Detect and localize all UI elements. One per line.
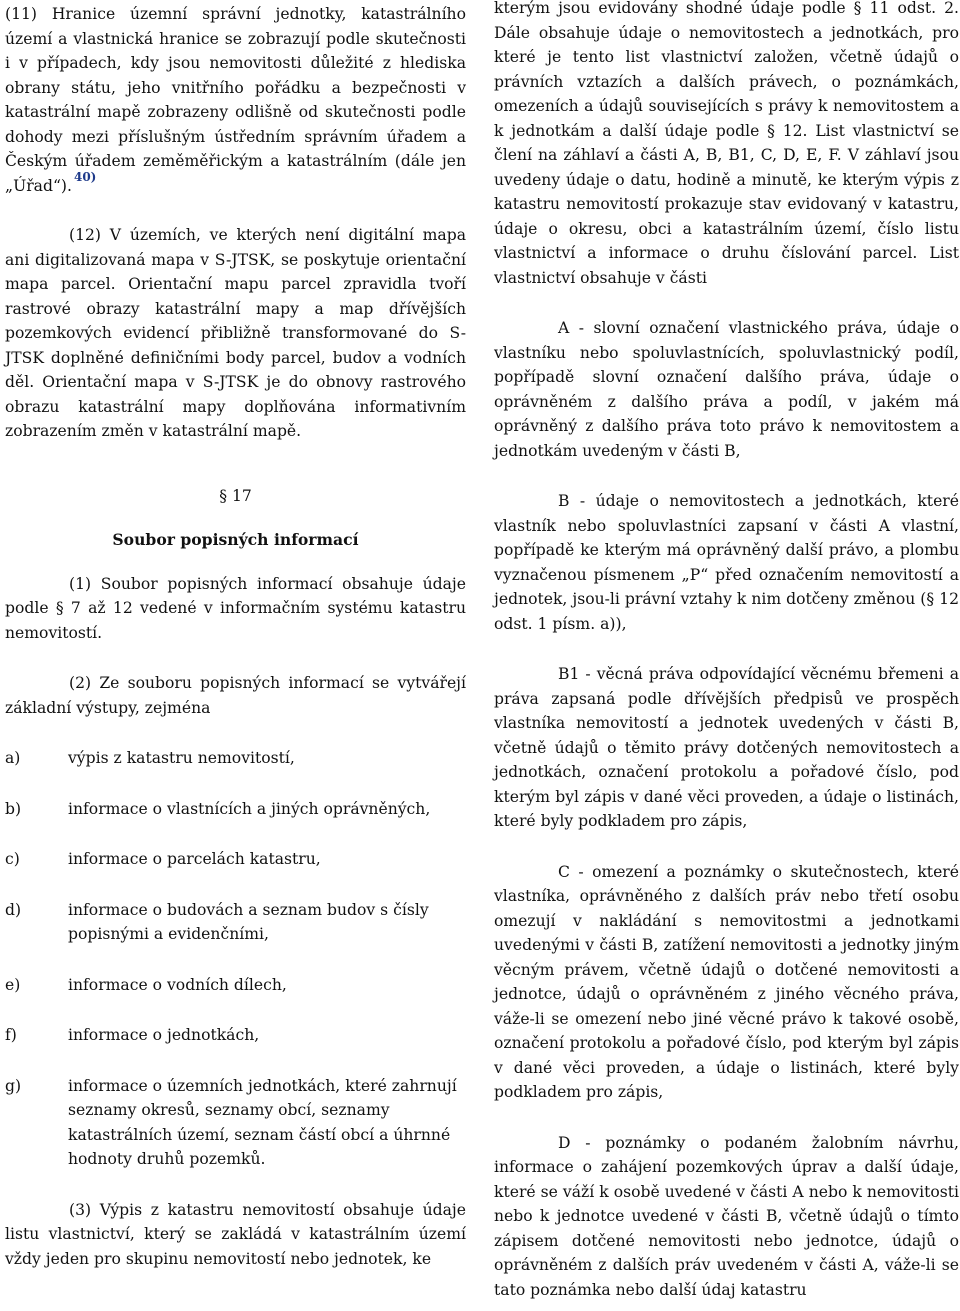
paragraph-12: (12) V územích, ve kterých není digitální mapa ani digitalizovaná mapa v S-JTSK, se poskytuje orientační mapa parcel. Orientační mapu parcel zpravidla tvoří rastrové obrazy katastrální mapy a map dřívějších pozemkových evidencí přibližně transformované do S-JTSK doplněné definičními body parcel, budov a vodních děl. Orientační mapa v S-JTSK je do obnovy rastrového obrazu katastrální mapy doplňována informativním zobrazením změn v katastrální mapě. bbox=[5, 226, 466, 440]
list-item-label: g) bbox=[5, 1076, 22, 1095]
list-item-text: informace o parcelách katastru, bbox=[68, 850, 321, 868]
part-b-paragraph: B - údaje o nemovitostech a jednotkách, které vlastník nebo spoluvlastníci zapsaní v části A vlastní, popřípadě ke kterým má oprávněný další právo, a plombu vyznačenou písmenem „P“ před označením nemovitostí a jednotek, jsou-li právní vztahy k nim dotčeny změnou (§ 12 odst. 1 písm. a)), bbox=[494, 492, 959, 633]
footnote-ref[interactable]: 40) bbox=[73, 169, 97, 184]
outputs-list bbox=[5, 746, 466, 1172]
part-d-paragraph: D - poznámky o podaném žalobním návrhu, informace o zahájení pozemkových úprav a další údaje, které se váží k osobě uvedené v části A nebo k nemovitosti nebo k jednotce uvedené v části B, včetně údajů o tímto zápisem dotčené nemovitosti nebo jednotce, údajů o oprávněném z dalších práv uvedeném v části A, váže-li se tato poznámka nebo další údaj katastru bbox=[494, 1133, 959, 1299]
part-c-paragraph: C - omezení a poznámky o skutečnostech, které vlastníka, oprávněného z dalších práv nebo třetí osobu omezují v nakládání s nemovitostmi a jednotkami uvedenými v části B, zatížení nemovitosti a jednotky jiným věcným právem, včetně údajů o dotčené nemovitosti a jednotce, údajů o oprávněném z jiného věcného práva, váže-li se omezení nebo jiné věcné právo k takové osobě, označení protokolu a pořadové číslo, pod kterým byl zápis v dané věci proveden, a údaje o listinách, které byly podkladem pro zápis, bbox=[494, 862, 959, 1101]
list-item-label: e) bbox=[5, 975, 21, 994]
section-17-paragraph-1: (1) Soubor popisných informací obsahuje údaje podle § 7 až 12 vedené v informačním systému katastru nemovitostí. bbox=[5, 574, 466, 642]
paragraph-continuation: kterým jsou evidovány shodné údaje podle § 11 odst. 2. Dále obsahuje údaje o nemovitostech a jednotkách, pro které je tento list vlastnictví založen, včetně údajů o právních vztazích a dalších právech, o poznámkách, omezeních a údajů souvisejících s právy k nemovitostem a k jednotkám a další údaje podle § 12. List vlastnictví se člení na záhlaví a části A, B, B1, C, D, E, F. V záhlaví jsou uvedeny údaje o datu, hodině a minutě, ke kterým výpis z katastru nemovitostí prokazuje stav evidovaný v katastru, údaje o okresu, obci a katastrálním území, číslo listu vlastnictví a informace o druhu číslování parcel. List vlastnictví obsahuje v části bbox=[494, 0, 959, 287]
list-item bbox=[5, 973, 466, 998]
left-column bbox=[5, 0, 466, 1271]
list-item-text: informace o budovách a seznam budov s čísly popisnými a evidenčními, bbox=[68, 900, 429, 943]
list-item bbox=[5, 746, 466, 771]
list-item-label: b) bbox=[5, 799, 22, 818]
list-item-text: informace o vodních dílech, bbox=[68, 975, 287, 994]
list-item bbox=[5, 898, 466, 947]
list-item-label: d) bbox=[5, 900, 22, 919]
part-b1-paragraph: B1 - věcná práva odpovídající věcnému břemeni a práva zapsaná podle dřívějších předpisů ve prospěch vlastníka nemovitostí a jednotek uvedených v části B, včetně údajů o těmito právy dotčených nemovitostech a jednotkách, označení protokolu a pořadové číslo, pod kterým byl zápis v dané věci proveden, a údaje o listinách, které byly podkladem pro zápis, bbox=[494, 665, 959, 830]
list-item-text: výpis z katastru nemovitostí, bbox=[68, 749, 295, 767]
list-item-text: informace o jednotkách, bbox=[68, 1026, 260, 1044]
right-column bbox=[494, 0, 959, 1302]
section-title: Soubor popisných informací bbox=[112, 529, 359, 549]
section-17-paragraph-3: (3) Výpis z katastru nemovitostí obsahuje údaje listu vlastnictví, který se zakládá v katastrálním území vždy jeden pro skupinu nemovitostí nebo jednotek, ke bbox=[5, 1200, 466, 1268]
paragraph-11-text: (11) Hranice územní správní jednotky, katastrálního území a vlastnická hranice se zobrazují podle skutečnosti i v případech, kdy jsou nemovitosti důležité z hlediska obrany státu, jeho vnitřního pořádku a bezpečnosti v katastrální mapě zobrazeny odlišně od skutečnosti podle dohody mezi příslušným ústředním správním úřadem a Českým úřadem zeměměřickým a katastrálním (dále jen „Úřad“). bbox=[5, 5, 466, 195]
list-item bbox=[5, 797, 466, 822]
list-item bbox=[5, 1023, 466, 1048]
list-item bbox=[5, 1074, 466, 1172]
list-item-label: f) bbox=[5, 1026, 17, 1044]
section-number: § 17 bbox=[219, 486, 252, 505]
list-item bbox=[5, 847, 466, 872]
paragraph-11 bbox=[5, 2, 466, 199]
section-17-paragraph-2: (2) Ze souboru popisných informací se vytvářejí základní výstupy, zejména bbox=[5, 674, 466, 717]
list-item-text: informace o územních jednotkách, které zahrnují seznamy okresů, seznamy obcí, seznamy katastrálních území, seznam částí obcí a úhrnné hodnoty druhů pozemků. bbox=[68, 1076, 457, 1168]
list-item-text: informace o vlastnících a jiných oprávněných, bbox=[68, 799, 431, 818]
list-item-label: a) bbox=[5, 749, 21, 767]
part-a-paragraph: A - slovní označení vlastnického práva, údaje o vlastníku nebo spoluvlastnících, spoluvlastnický podíl, popřípadě slovní označení dalšího práva, údaje o oprávněném z dalšího práva a podíl, v jakém má oprávněný z dalšího práva toto právo k nemovitostem a jednotkám uvedeným v části B, bbox=[494, 319, 959, 460]
list-item-label: c) bbox=[5, 850, 20, 868]
